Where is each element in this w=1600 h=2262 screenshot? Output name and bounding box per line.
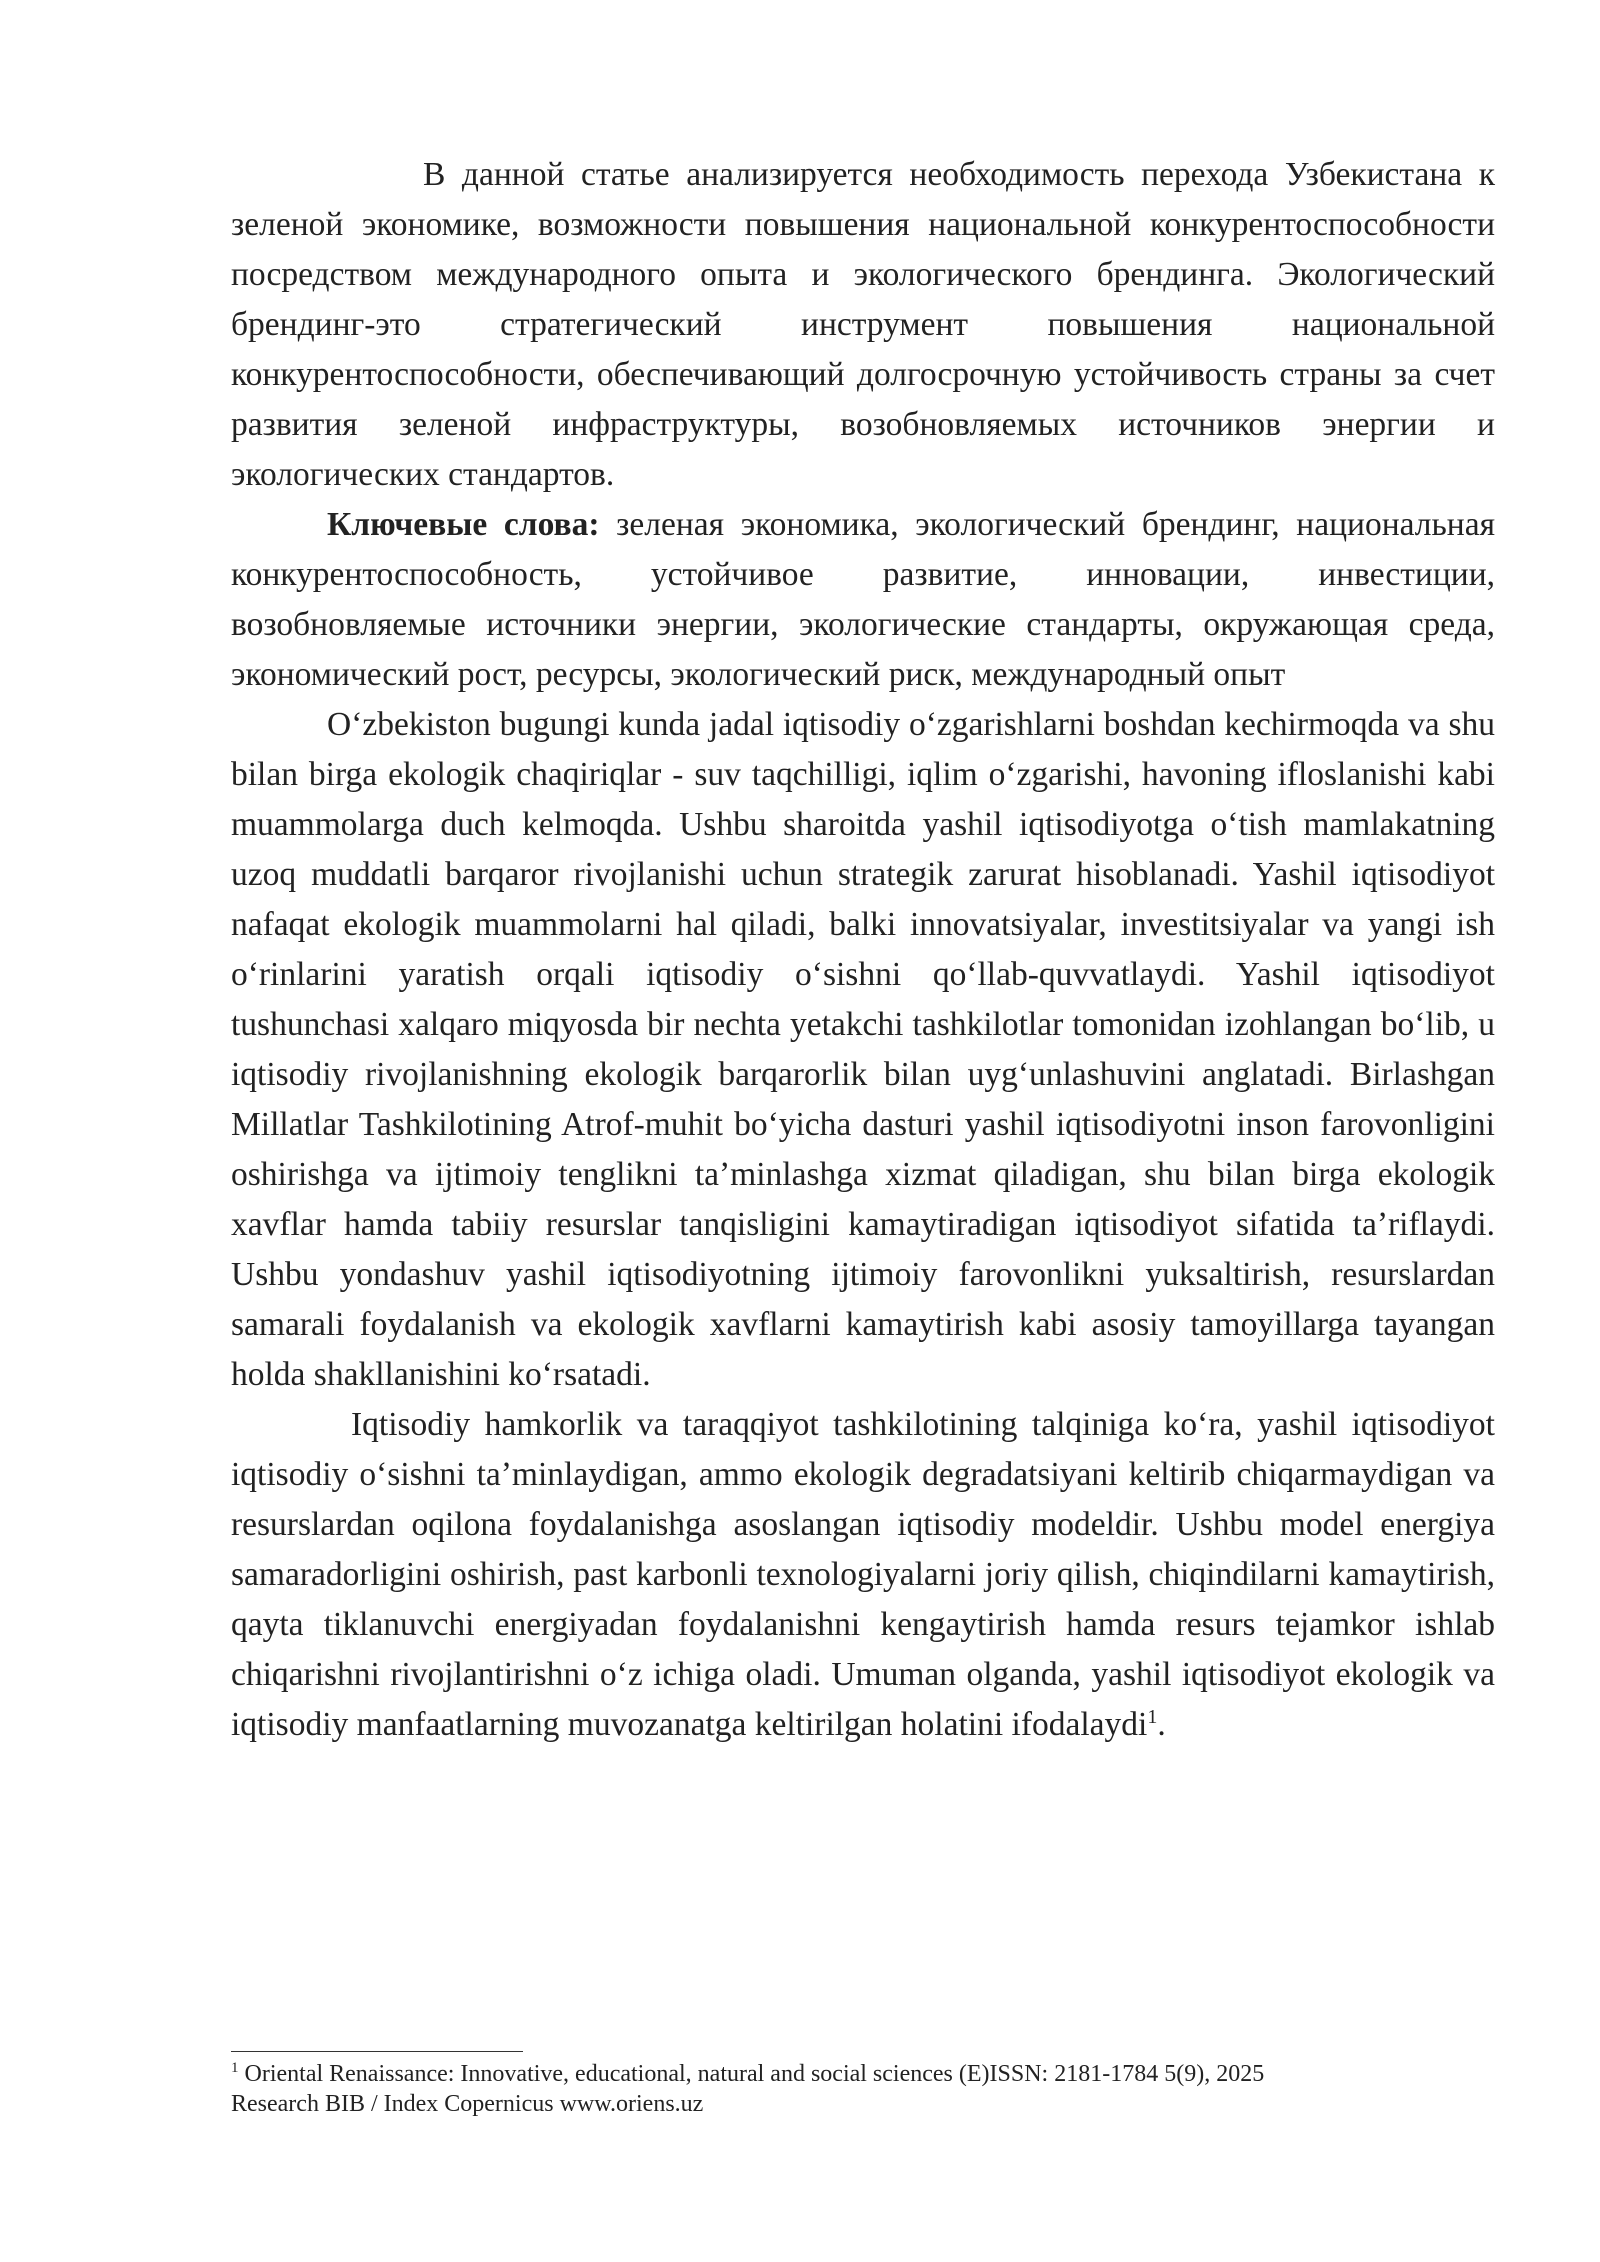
- annotation-paragraph: [231, 150, 1495, 500]
- annotation-text: В данной статье анализируется необходимость перехода Узбекистана к зеленой экономике, возможности повышения национальной конкурентоспособности посредством международного опыта и экологического брендинга. Экологический брендинг-это стратегический инструмент повышения национальной конкурентоспособности, обеспечивающий долгосрочную устойчивость страны за счет развития зеленой инфраструктуры, возобновляемых источников энергии и экологических стандартов.: [231, 156, 1495, 493]
- body-paragraph-2-end: .: [1157, 1706, 1166, 1743]
- footnote: [231, 2059, 1495, 2119]
- footnote-reference[interactable]: 1: [1147, 1705, 1158, 1728]
- footnote-separator: [231, 2051, 523, 2052]
- footnote-line-2: Research BIB / Index Copernicus www.oriens.uz: [231, 2091, 704, 2117]
- body-paragraph-2-text: Iqtisodiy hamkorlik va taraqqiyot tashkilotining talqiniga koʻra, yashil iqtisodiyot iqtisodiy oʻsishni taʼminlaydigan, ammo ekologik degradatsiyani keltirib chiqarmaydigan va resurslardan oqilona foydalanishga asoslangan iqtisodiy modeldir. Ushbu model energiya samaradorligini oshirish, past karbonli texnologiyalarni joriy qilish, chiqindilarni kamaytirish, qayta tiklanuvchi energiyadan foydalanishni kengaytirish hamda resurs tejamkor ishlab chiqarishni rivojlantirishni oʻz ichiga oladi. Umuman olganda, yashil iqtisodiyot ekologik va iqtisodiy manfaatlarning muvozanatga keltirilgan holatini ifodalaydi: [231, 1406, 1495, 1743]
- keywords-label: Ключевые слова:: [327, 506, 600, 543]
- keywords-text: зеленая экономика, экологический брендинг, национальная конкурентоспособность, устойчивое развитие, инновации, инвестиции, возобновляемые источники энергии, экологические стандарты, окружающая среда, экономический рост, ресурсы, экологический риск, международный опыт: [231, 506, 1495, 693]
- body-paragraph-1-text: Oʻzbekiston bugungi kunda jadal iqtisodiy oʻzgarishlarni boshdan kechirmoqda va shu bilan birga ekologik chaqiriqlar - suv taqchilligi, iqlim oʻzgarishi, havoning ifloslanishi kabi muammolarga duch kelmoqda. Ushbu sharoitda yashil iqtisodiyotga oʻtish mamlakatning uzoq muddatli barqaror rivojlanishi uchun strategik zarurat hisoblanadi. Yashil iqtisodiyot nafaqat ekologik muammolarni hal qiladi, balki innovatsiyalar, investitsiyalar va yangi ish oʻrinlarini yaratish orqali iqtisodiy oʻsishni qoʻllab-quvvatlaydi. Yashil iqtisodiyot tushunchasi xalqaro miqyosda bir nechta yetakchi tashkilotlar tomonidan izohlangan boʻlib, u iqtisodiy rivojlanishning ekologik barqarorlik bilan uygʻunlashuvini anglatadi. Birlashgan Millatlar Tashkilotining Atrof-muhit boʻyicha dasturi yashil iqtisodiyotni inson farovonligini oshirishga va ijtimoiy tenglikni taʼminlashga xizmat qiladigan, shu bilan birga ekologik xavflar hamda tabiiy resurslar tanqisligini kamaytiradigan iqtisodiyot sifatida taʼriflaydi. Ushbu yondashuv yashil iqtisodiyotning ijtimoiy farovonlikni yuksaltirish, resurslardan samarali foydalanish va ekologik xavflarni kamaytirish kabi asosiy tamoyillarga tayangan holda shakllanishini koʻrsatadi.: [231, 706, 1495, 1393]
- body-paragraph-1: [231, 700, 1495, 1400]
- keywords-paragraph: [231, 500, 1495, 700]
- body-paragraph-2: [231, 1400, 1495, 1750]
- footnote-number: 1: [231, 2060, 239, 2076]
- document-page: [231, 150, 1495, 1750]
- footnote-line-1: Oriental Renaissance: Innovative, educational, natural and social sciences (E)ISSN: 2181-1784 5(9), 2025: [238, 2061, 1265, 2087]
